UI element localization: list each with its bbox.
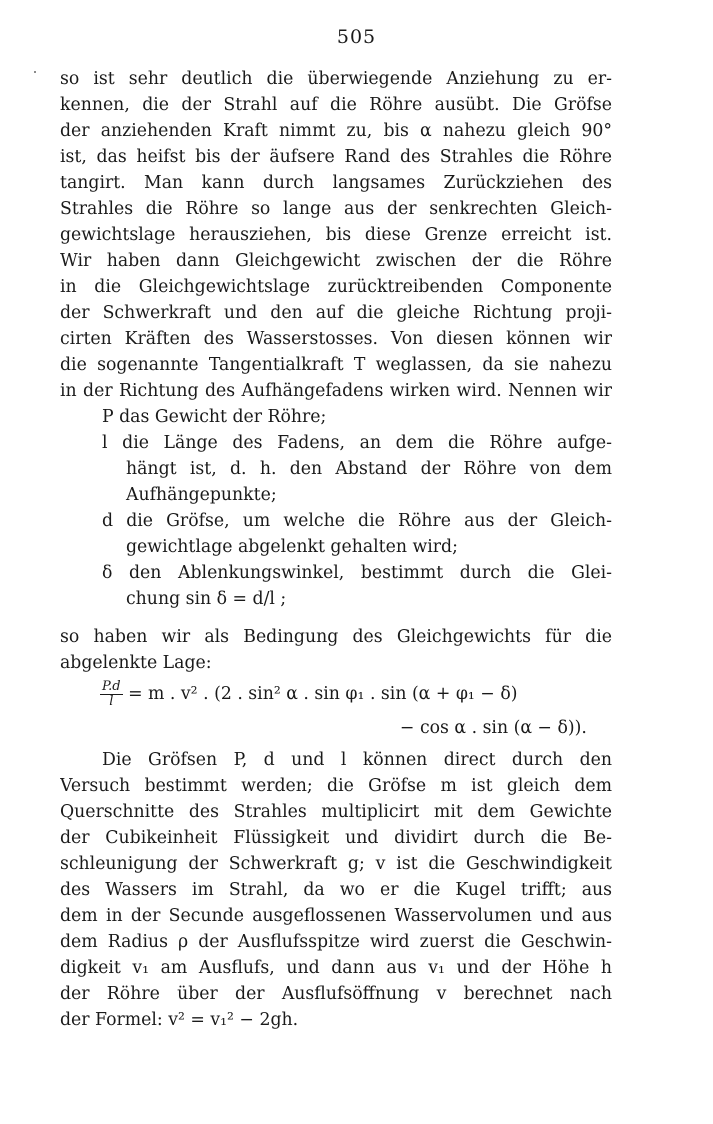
text-line: Versuch bestimmt werden; die Gröfse m ist gleich dem: [60, 776, 612, 796]
definition-continuation: Aufhängepunkte;: [126, 485, 277, 505]
page-number: 505: [336, 26, 377, 48]
equilibrium-equation: [100, 680, 517, 709]
speck-mark: [34, 71, 36, 73]
paragraph-2: [60, 747, 612, 1033]
text-line: tangirt. Man kann durch langsames Zurückziehen des: [60, 173, 612, 193]
text-line: dem in der Secunde ausgeflossenen Wasservolumen und aus: [60, 906, 612, 926]
equation-rhs-line-1: = m . v² . (2 . sin² α . sin φ₁ . sin (α + φ₁ − δ): [128, 684, 518, 704]
text-line: abgelenkte Lage:: [60, 653, 212, 673]
text-line: Die Gröfsen P, d und l können direct durch den: [102, 750, 612, 770]
text-line: des Wassers im Strahl, da wo er die Kugel trifft; aus: [60, 880, 612, 900]
equation-rhs-line-2: − cos α . sin (α − δ)).: [400, 718, 587, 738]
text-line: so ist sehr deutlich die überwiegende Anziehung zu er-: [60, 69, 612, 89]
definition-item: d die Gröfse, um welche die Röhre aus der Gleich-: [102, 511, 612, 531]
paragraph-1: [60, 66, 612, 404]
text-line: der Schwerkraft und den auf die gleiche Richtung proji-: [60, 303, 612, 323]
text-line: Wir haben dann Gleichgewicht zwischen der die Röhre: [60, 251, 612, 271]
fraction-numerator: P.d: [102, 679, 121, 694]
text-line: der Cubikeinheit Flüssigkeit und dividirt durch die Be-: [60, 828, 612, 848]
text-line: dem Radius ρ der Ausflufsspitze wird zuerst die Geschwin-: [60, 932, 612, 952]
text-line: in der Richtung des Aufhängefadens wirken wird. Nennen wir: [60, 381, 612, 401]
text-line: kennen, die der Strahl auf die Röhre ausübt. Die Gröfse: [60, 95, 612, 115]
text-line: cirten Kräften des Wasserstosses. Von diesen können wir: [60, 329, 612, 349]
text-line: die sogenannte Tangentialkraft T weglassen, da sie nahezu: [60, 355, 612, 375]
text-line: Querschnitte des Strahles multiplicirt mit dem Gewichte: [60, 802, 612, 822]
text-line: in die Gleichgewichtslage zurücktreibenden Componente: [60, 277, 612, 297]
equation-fraction: [100, 680, 123, 709]
text-line: gewichtslage herausziehen, bis diese Grenze erreicht ist.: [60, 225, 612, 245]
definition-item: l die Länge des Fadens, an dem die Röhre aufge-: [102, 433, 612, 453]
definition-item: δ den Ablenkungswinkel, bestimmt durch die Glei-: [102, 563, 612, 583]
definition-item: P das Gewicht der Röhre;: [102, 407, 327, 427]
text-line: so haben wir als Bedingung des Gleichgewichts für die: [60, 627, 612, 647]
text-line: Strahles die Röhre so lange aus der senkrechten Gleich-: [60, 199, 612, 219]
text-line: der Röhre über der Ausflufsöffnung v berechnet nach: [60, 984, 612, 1004]
fraction-denominator: l: [109, 694, 114, 709]
definition-continuation: gewichtlage abgelenkt gehalten wird;: [126, 537, 458, 557]
text-line: der anziehenden Kraft nimmt zu, bis α nahezu gleich 90°: [60, 121, 612, 141]
text-line: digkeit v₁ am Ausflufs, und dann aus v₁ und der Höhe h: [60, 958, 612, 978]
text-line: schleunigung der Schwerkraft g; v ist die Geschwindigkeit: [60, 854, 612, 874]
text-line: ist, das heifst bis der äufsere Rand des Strahles die Röhre: [60, 147, 612, 167]
definition-list: [60, 404, 612, 612]
equation-continuation: [400, 718, 587, 738]
definition-continuation: hängt ist, d. h. den Abstand der Röhre von dem: [126, 459, 612, 479]
text-line: der Formel: v² = v₁² − 2gh.: [60, 1010, 299, 1030]
definition-continuation: chung sin δ = d/l ;: [126, 589, 287, 609]
condition-text: [60, 624, 612, 676]
